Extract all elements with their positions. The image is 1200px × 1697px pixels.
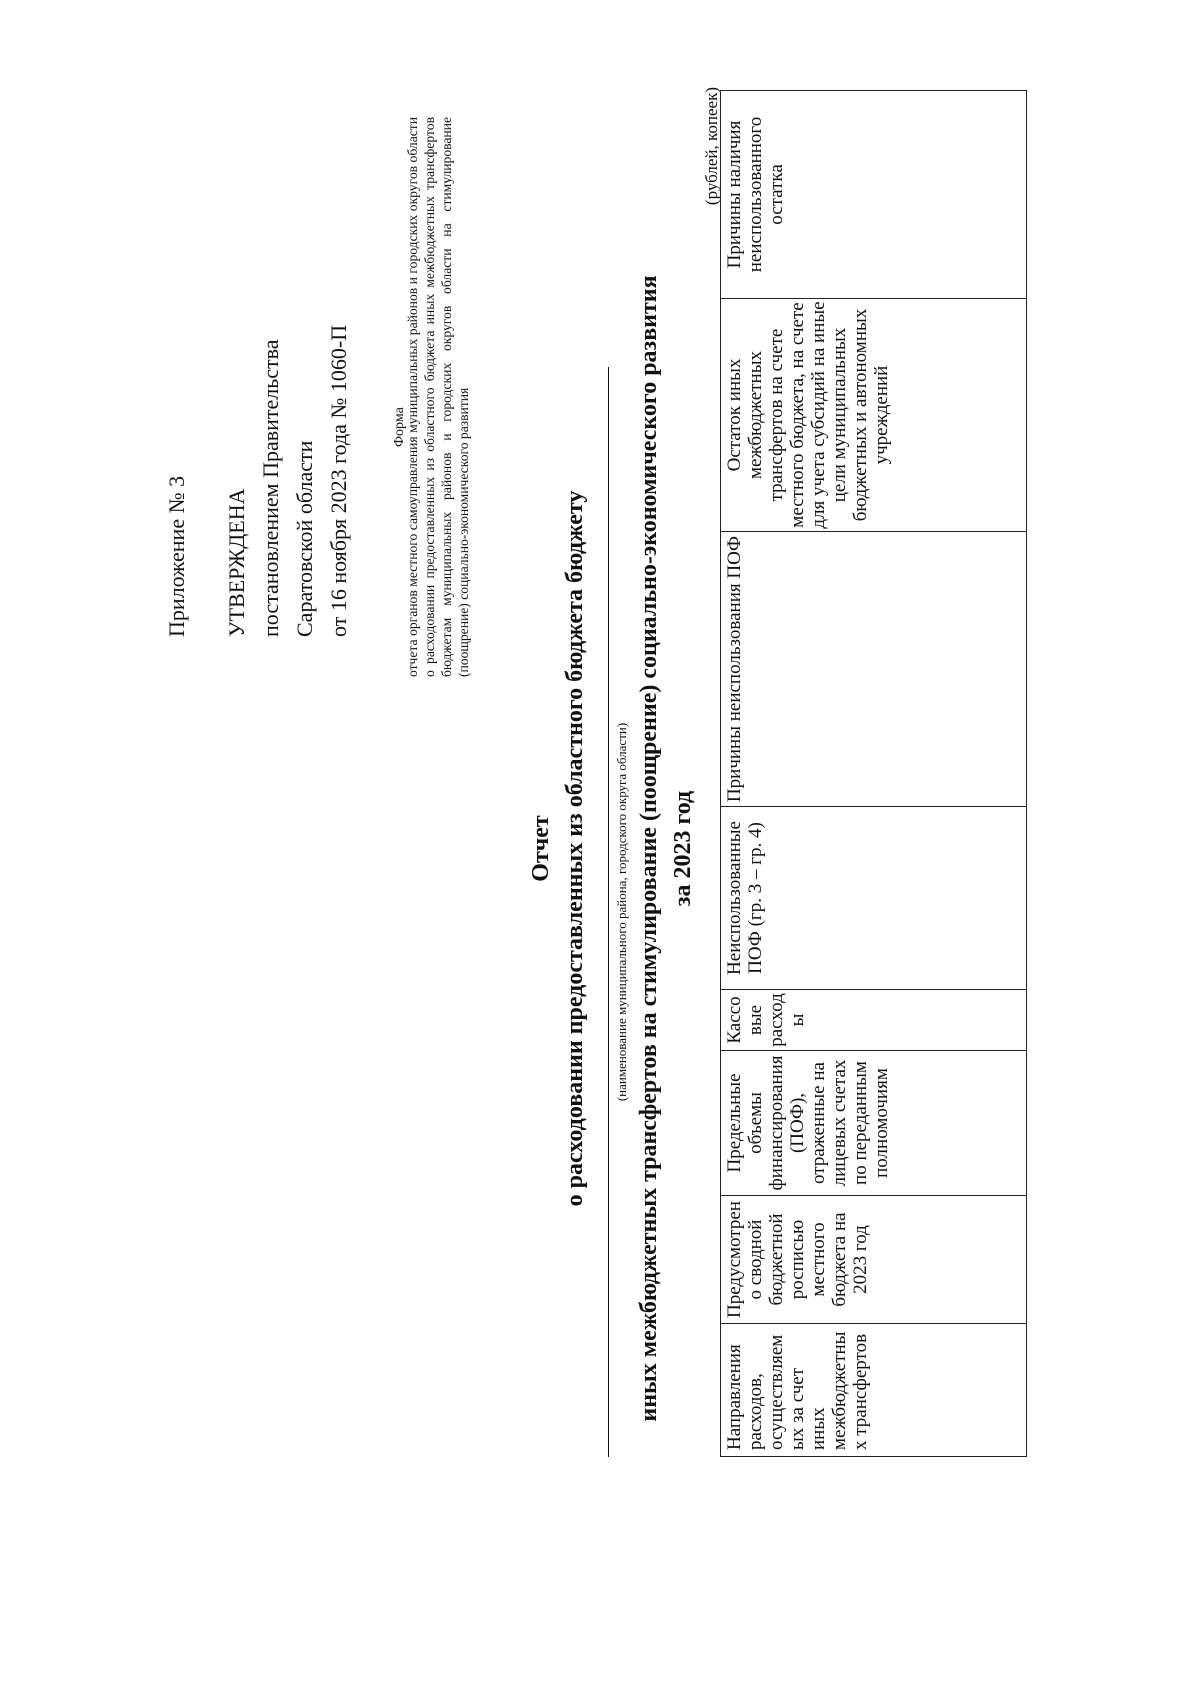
report-subtitle: о расходовании предоставленных из областного бюджета бюджету (562, 490, 588, 1207)
form-label: Форма (392, 407, 407, 447)
column-header: Предельные объемы финансирования (ПОФ), отраженные на лицевых счетах по переданным полномочиям (721, 1051, 1027, 1196)
form-description: отчета органов местного самоуправления муниципальных районов и городских округов области о расходовании предоставленных из областного бюджета иных межбюджетных трансфертов бюджетам муниципальных районов и городских округов области на стимулирование (поощрение) социально-экономического развития (405, 117, 471, 677)
table-header-row (721, 91, 1027, 1457)
report-year: за 2023 год (670, 790, 696, 907)
column-header: Предусмотрено сводной бюджетной росписью местного бюджета на 2023 год (721, 1196, 1027, 1324)
report-table (720, 90, 1027, 1457)
approval-block (220, 325, 356, 637)
report-title: Отчет (528, 815, 554, 882)
column-header: Остаток иных межбюджетных трансфертов на счете местного бюджета, на счете для учета субсидий на иные цели муниципальных бюджетных и автономных учреждений (721, 299, 1027, 532)
municipality-name-caption: (наименование муниципального района, городского округа области) (614, 722, 629, 1102)
column-header: Неиспользованные ПОФ (гр. 3 – гр. 4) (721, 807, 1027, 990)
column-header: Причины неиспользования ПОФ (721, 532, 1027, 807)
report-subject: иных межбюджетных трансфертов на стимулирование (поощрение) социально-экономического развития (636, 275, 662, 1422)
municipality-name-line (608, 367, 609, 1457)
approved-by-line: постановлением Правительства (258, 339, 283, 637)
units-note: (рублей, копеек) (702, 87, 721, 206)
column-header: Направления расходов, осуществляемых за счет иных межбюджетных трансфертов (721, 1324, 1027, 1457)
appendix-number: Приложение № 3 (164, 475, 189, 637)
column-header: Причины наличия неиспользованного остатка (721, 91, 1027, 299)
approved-word: УТВЕРЖДЕНА (224, 488, 249, 637)
approved-region-line: Саратовской области (292, 440, 317, 637)
column-header: Кассовые расходы (721, 990, 1027, 1051)
approved-date-line: от 16 ноября 2023 года № 1060-П (326, 324, 351, 637)
